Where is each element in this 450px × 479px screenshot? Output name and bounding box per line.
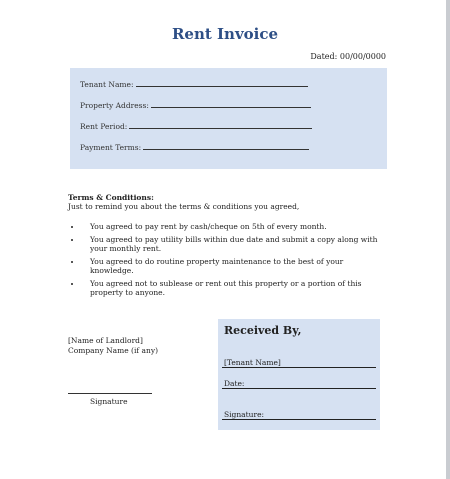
- rent-period-line: [129, 127, 312, 129]
- received-signature-label: Signature:: [224, 410, 265, 419]
- property-address-label: Property Address:: [80, 101, 149, 110]
- landlord-name: [Name of Landlord]: [68, 336, 143, 345]
- tenant-name-field: [80, 80, 308, 89]
- received-tenant-name: [Tenant Name]: [224, 358, 281, 367]
- tenant-details-box: [70, 68, 387, 169]
- dated-label: Dated: 00/00/0000: [310, 52, 386, 61]
- terms-heading: Terms & Conditions:: [68, 193, 154, 202]
- received-by-box: [218, 319, 380, 430]
- terms-item: • You agreed to do routine property maintenance to the best of your knowledge.: [82, 257, 388, 276]
- property-address-line: [151, 106, 311, 108]
- payment-terms-label: Payment Terms:: [80, 143, 142, 152]
- terms-item: • You agreed to pay rent by cash/cheque on 5th of every month.: [82, 222, 388, 232]
- tenant-name-line: [136, 85, 308, 87]
- rent-period-field: [80, 122, 312, 131]
- invoice-title: Rent Invoice: [171, 25, 279, 43]
- rent-period-label: Rent Period:: [80, 122, 128, 131]
- landlord-company: Company Name (if any): [68, 346, 159, 355]
- tenant-name-label: Tenant Name:: [80, 80, 134, 89]
- terms-list: [68, 222, 388, 298]
- received-signature-line: [222, 419, 376, 420]
- terms-item: • You agreed to pay utility bills within due date and submit a copy along with your monthly rent.: [82, 235, 388, 254]
- received-date-line: [222, 388, 376, 389]
- terms-item: • You agreed not to sublease or rent out this property or a portion of this property to anyone.: [82, 279, 388, 298]
- payment-terms-field: [80, 143, 309, 152]
- received-by-title: Received By,: [224, 324, 302, 337]
- payment-terms-line: [143, 148, 309, 150]
- property-address-field: [80, 101, 311, 110]
- received-tenant-name-line: [222, 367, 376, 368]
- received-date-label: Date:: [224, 379, 245, 388]
- landlord-signature-line: [68, 393, 152, 394]
- landlord-signature-label: Signature: [90, 397, 128, 406]
- page-edge: [446, 0, 450, 479]
- landlord-block: [68, 336, 158, 356]
- terms-intro: Just to remind you about the terms & conditions you agreed,: [68, 202, 300, 211]
- terms-section: [68, 193, 388, 301]
